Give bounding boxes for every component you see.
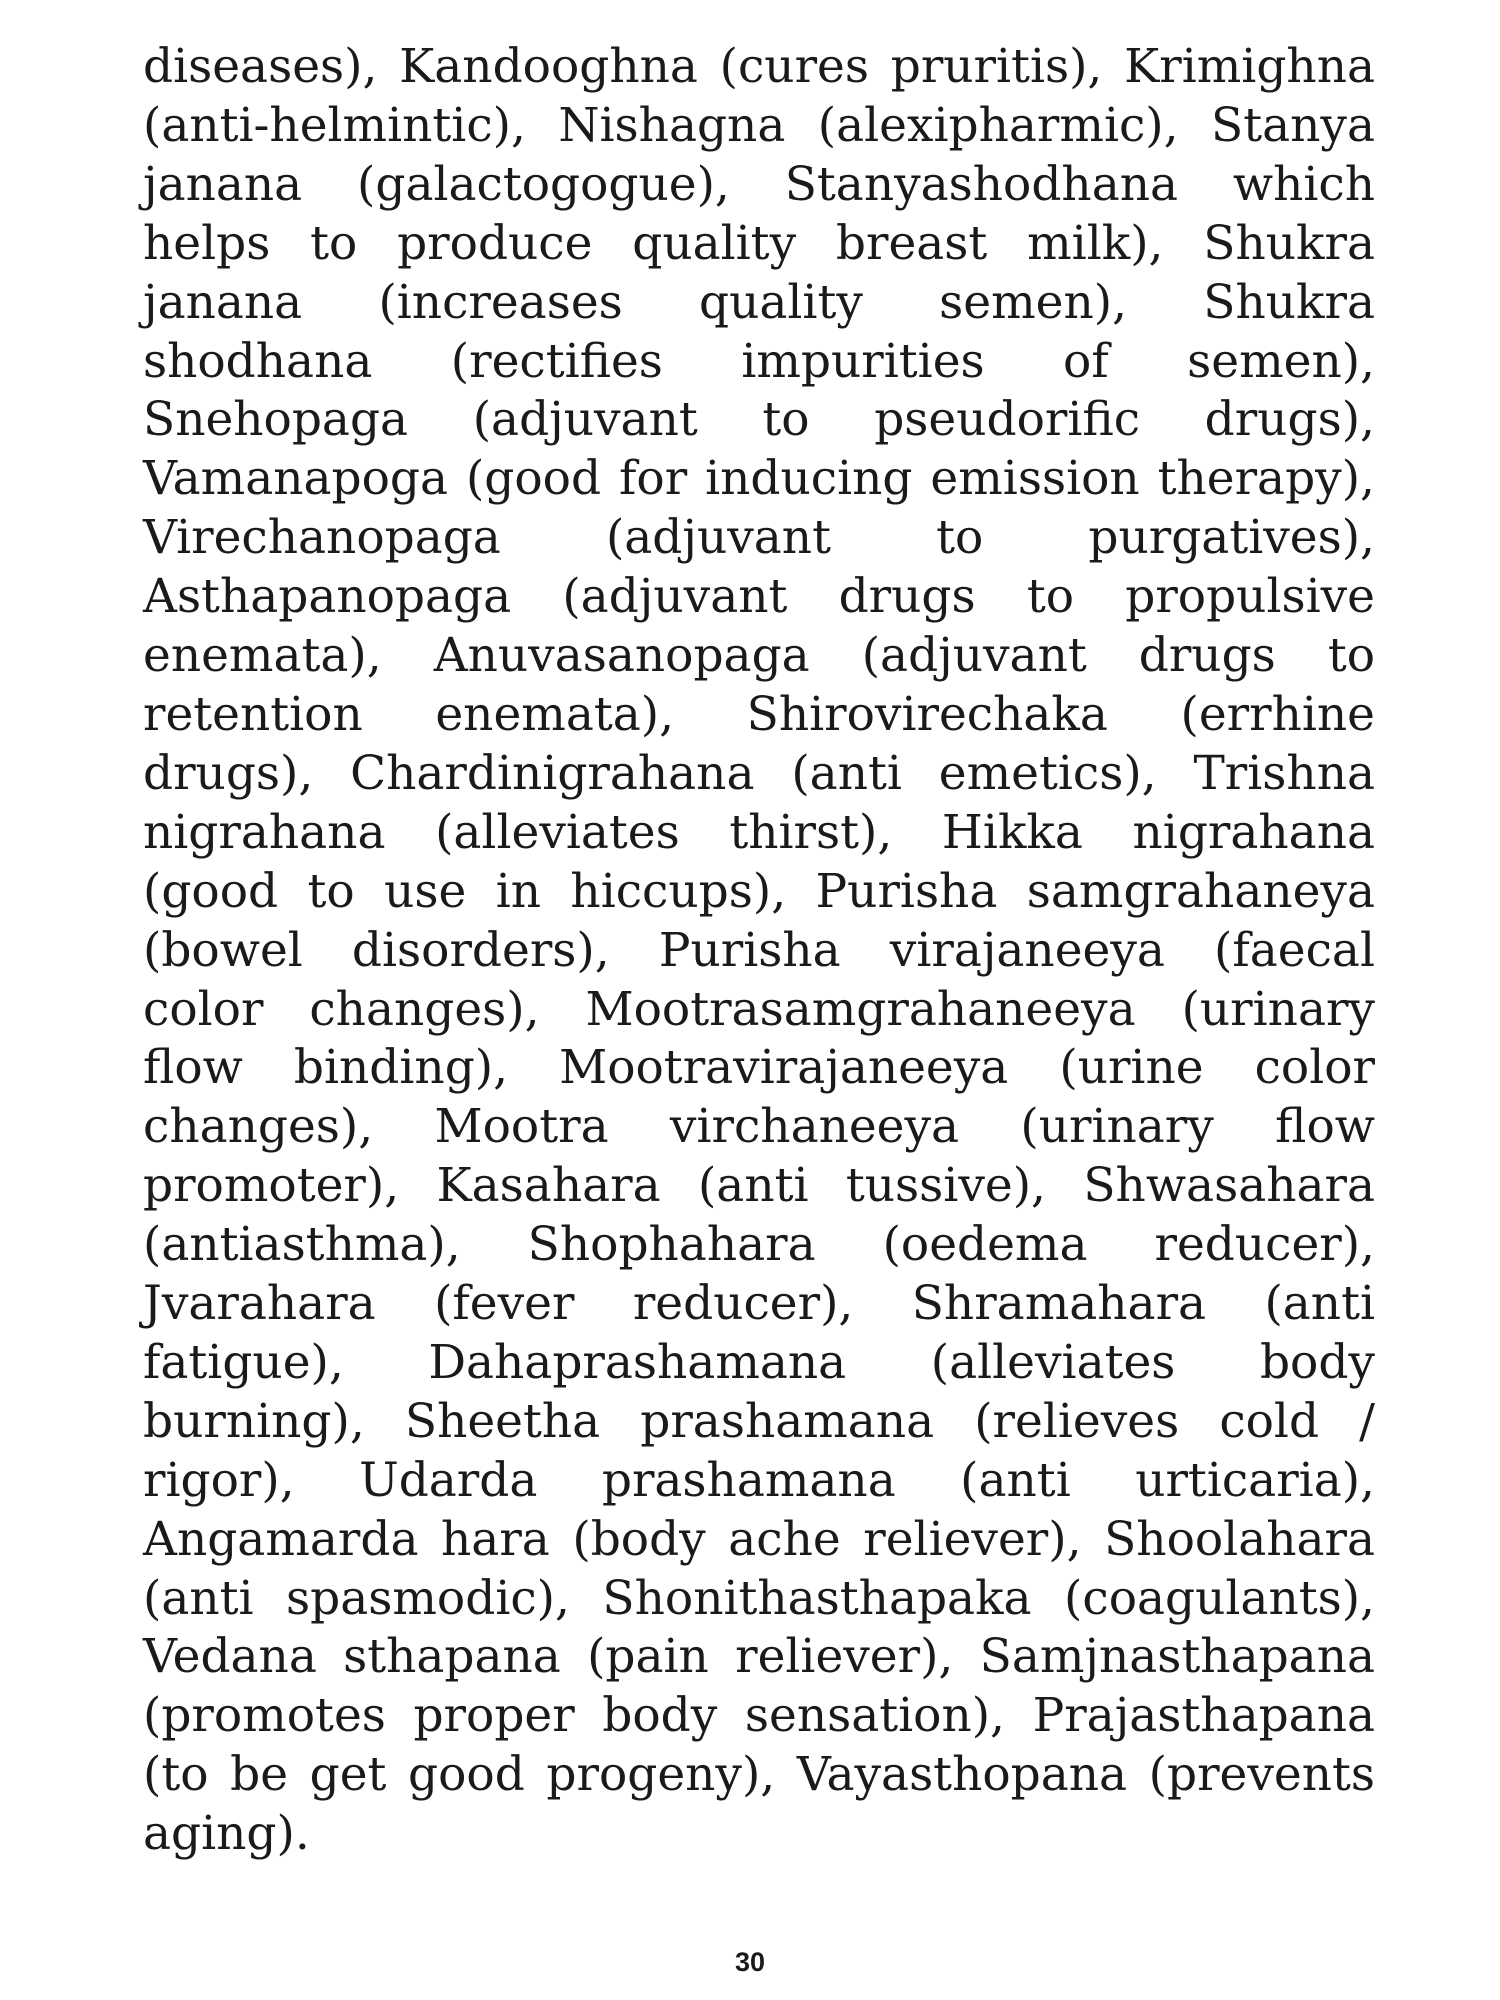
- body-paragraph: diseases), Kandooghna (cures pruritis), Krimighna (anti-helmintic), Nishagna (alexipharmic), Stanya janana (galactogogue), Stanyashodhana which helps to produce quality breast milk), Shukra janana (increases quality semen), Shukra shodhana (rectifies impurities of semen), Snehopaga (adjuvant to pseudorific drugs), Vamanapoga (good for inducing emission therapy), Virechanopaga (adjuvant to purgatives), Asthapanopaga (adjuvant drugs to propulsive enemata), Anuvasanopaga (adjuvant drugs to retention enemata), Shirovirechaka (errhine drugs), Chardinigrahana (anti emetics), Trishna nigrahana (alleviates thirst), Hikka nigrahana (good to use in hiccups), Purisha samgrahaneya (bowel disorders), Purisha virajaneeya (faecal color changes), Mootrasamgrahaneeya (urinary flow binding), Mootravirajaneeya (urine color changes), Mootra virchaneeya (urinary flow promoter), Kasahara (anti tussive), Shwasahara (antiasthma), Shophahara (oedema reducer), Jvarahara (fever reducer), Shramahara (anti fatigue), Dahaprashamana (alleviates body burning), Sheetha prashamana (relieves cold / rigor), Udarda prashamana (anti urticaria), Angamarda hara (body ache reliever), Shoolahara (anti spasmodic), Shonithasthapaka (coagulants), Vedana sthapana (pain reliever), Samjnasthapana (promotes proper body sensation), Prajasthapana (to be get good progeny), Vayasthopana (prevents aging).: [143, 39, 1375, 1862]
- page-number: 30: [734, 1947, 766, 1977]
